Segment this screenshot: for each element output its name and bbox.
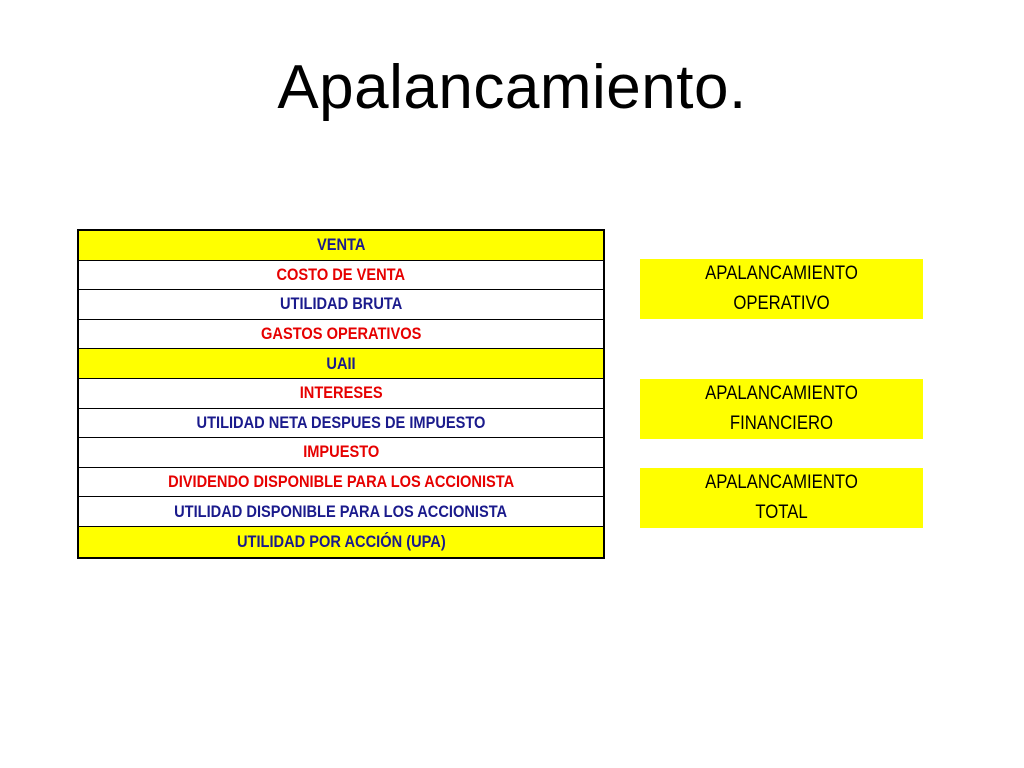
income-row <box>79 497 603 527</box>
slide-title: Apalancamiento. <box>277 53 747 122</box>
income-row-label: IMPUESTO <box>302 442 380 462</box>
income-row <box>79 409 603 439</box>
income-row <box>79 349 603 379</box>
financial-leverage-line1: APALANCAMIENTO <box>705 383 858 404</box>
operating-leverage-box <box>640 259 923 319</box>
financial-leverage-box <box>640 379 923 439</box>
operating-leverage-line2: OPERATIVO <box>733 293 830 314</box>
income-row <box>79 527 603 557</box>
income-row-label: UTILIDAD POR ACCIÓN (UPA) <box>236 531 446 551</box>
income-row-label: INTERESES <box>299 383 383 403</box>
income-row <box>79 320 603 350</box>
income-statement-table <box>77 229 605 559</box>
financial-leverage-line2: FINANCIERO <box>729 413 834 434</box>
income-row-label: GASTOS OPERATIVOS <box>260 324 422 344</box>
income-row-label: UTILIDAD BRUTA <box>279 294 403 314</box>
income-row-label: COSTO DE VENTA <box>276 264 406 284</box>
income-row <box>79 438 603 468</box>
total-leverage-line2: TOTAL <box>755 502 808 523</box>
income-row-label: UTILIDAD DISPONIBLE PARA LOS ACCIONISTA <box>174 501 508 521</box>
income-row <box>79 379 603 409</box>
income-row <box>79 290 603 320</box>
total-leverage-line1: APALANCAMIENTO <box>705 472 858 493</box>
income-row-label: UTILIDAD NETA DESPUES DE IMPUESTO <box>196 412 486 432</box>
income-row <box>79 261 603 291</box>
total-leverage-box <box>640 468 923 528</box>
operating-leverage-line1: APALANCAMIENTO <box>705 263 858 284</box>
income-row-label: VENTA <box>316 235 366 255</box>
income-row <box>79 231 603 261</box>
income-row-label: UAII <box>326 353 356 373</box>
income-row-label: DIVIDENDO DISPONIBLE PARA LOS ACCIONISTA <box>167 472 515 492</box>
income-row <box>79 468 603 498</box>
